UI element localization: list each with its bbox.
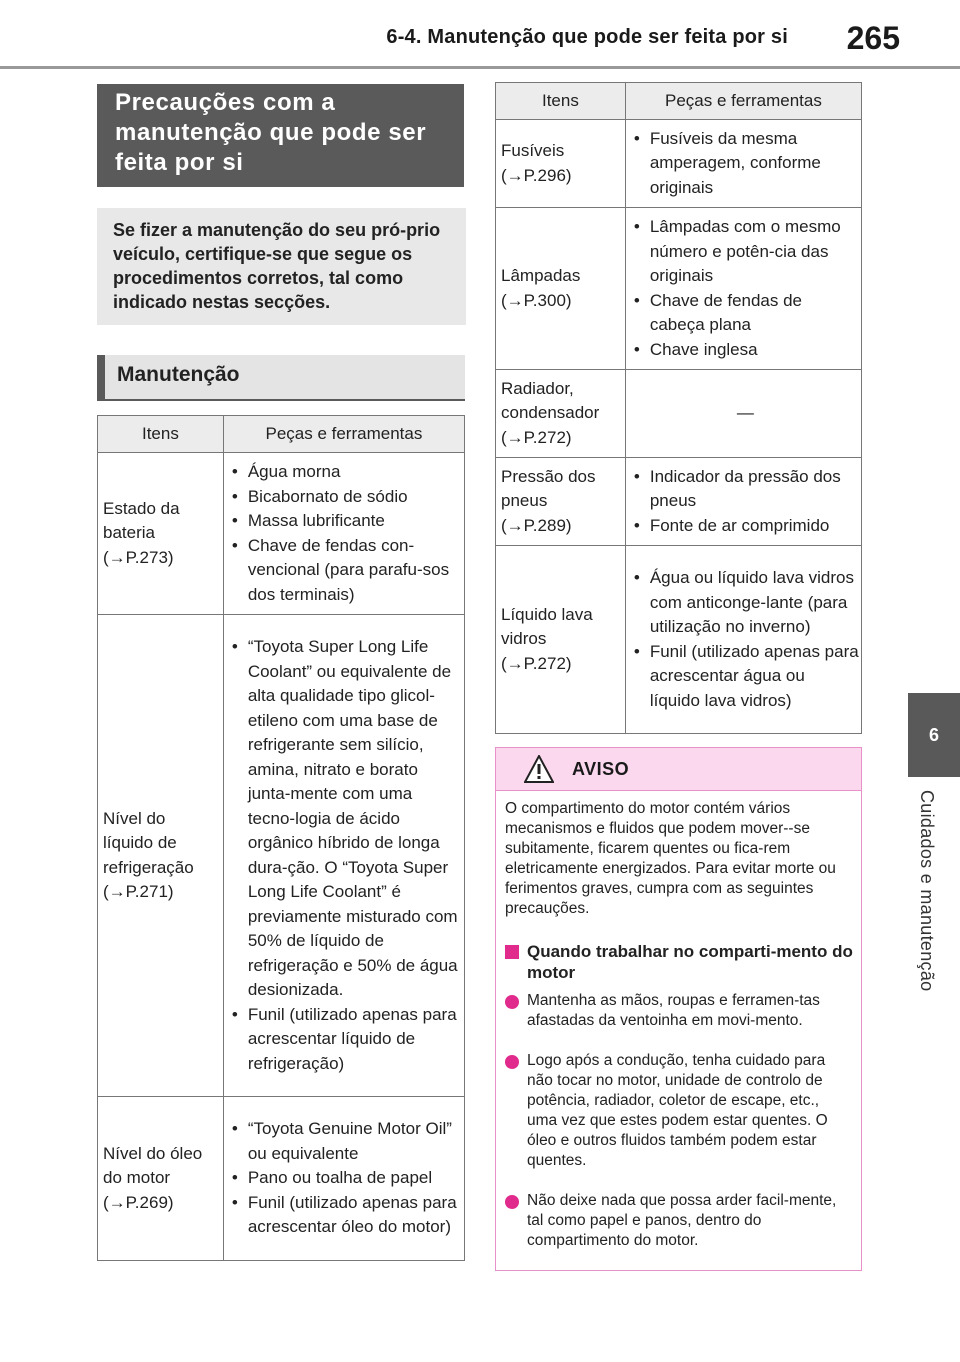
warning-header [496,748,861,791]
header-parts: Peças e ferramentas [223,416,464,453]
chapter-tab[interactable]: 6 [908,693,960,777]
header-parts: Peças e ferramentas [625,83,861,120]
parts-cell [223,615,464,1097]
header-items: Itens [496,83,626,120]
list-item: • Fonte de ar comprimido [632,514,859,539]
table-row [496,458,862,546]
item-cell: Lâmpadas (→P.300) [496,208,626,370]
list-item: • Indicador da pressão dos pneus [632,465,859,514]
circle-bullet-icon [505,1195,519,1209]
page-number: 265 [846,20,900,56]
item-cell: Pressão dos pneus (→P.289) [496,458,626,546]
list-item: • Bicabornato de sódio [230,485,462,510]
table-row [496,370,862,458]
maintenance-table-left [97,415,465,1261]
list-item: • Funil (utilizado apenas para acrescentar líquido de refrigeração) [230,1003,462,1077]
header-divider [0,66,960,69]
square-bullet-icon [505,945,519,959]
list-item: • Funil (utilizado apenas para acrescentar óleo do motor) [230,1191,462,1240]
parts-cell [625,458,861,546]
parts-cell [625,120,861,208]
chapter-label: Cuidados e manutenção [917,790,937,992]
table-row [98,1097,465,1261]
item-cell: Fusíveis (→P.296) [496,120,626,208]
circle-bullet-icon [505,1055,519,1069]
section-heading: Precauções com a manutenção que pode ser feita por si [97,84,464,187]
table-header-row [496,83,862,120]
warning-item-text: Não deixe nada que possa arder facil-mente, tal como papel e panos, dentro do compartimento do motor. [527,1192,837,1249]
warning-item-text: Logo após a condução, tenha cuidado para não tocar no motor, unidade de controlo de potência, radiador, coletor de escape, etc., uma vez que estes podem estar quentes. O óleo e outros fluidos também podem estar quentes. [527,1052,828,1169]
list-item: • Massa lubrificante [230,509,462,534]
table-row [496,546,862,734]
table-header-row [98,416,465,453]
list-item: • “Toyota Super Long Life Coolant” ou equivalente de alta qualidade tipo glicol-etileno com uma base de refrigerante sem silício, amina, nitrato e borato junta-mente com uma tecno-logia de ácido orgânico híbrido de longa dura-ção. O “Toyota Super Long Life Coolant” é previamente misturado com 50% de líquido de refrigeração e 50% de água desionizada. [230,635,462,1003]
warning-subheading-text: Quando trabalhar no comparti-mento do motor [527,942,853,982]
item-cell: Estado da bateria (→P.273) [98,453,224,615]
item-cell: Radiador, condensador (→P.272) [496,370,626,458]
warning-item [505,1191,853,1251]
maintenance-table-right [495,82,862,734]
list-item: • Fusíveis da mesma amperagem, conforme originais [632,127,859,201]
list-item: • Água ou líquido lava vidros com anticonge-lante (para utilização no inverno) [632,566,859,640]
table-row [98,453,465,615]
parts-cell [625,208,861,370]
warning-item [505,1051,853,1171]
table-row [98,615,465,1097]
subsection-underline [97,399,465,401]
item-cell: Nível do líquido de refrigeração (→P.271) [98,615,224,1097]
circle-bullet-icon [505,995,519,1009]
item-cell: Líquido lava vidros (→P.272) [496,546,626,734]
section-intro: Se fizer a manutenção do seu pró-prio veículo, certifique-se que segue os procedimentos corretos, tal como indicado nestas secções. [97,208,466,325]
header-items: Itens [98,416,224,453]
warning-box [495,747,862,1271]
parts-cell [223,1097,464,1261]
warning-subheading [505,941,853,983]
warning-triangle-icon [524,755,554,783]
list-item: • Funil (utilizado apenas para acrescentar água ou líquido lava vidros) [632,640,859,714]
warning-item [505,991,853,1031]
page-header [0,0,960,56]
parts-cell [625,546,861,734]
warning-body [496,791,861,1251]
section-title: 6-4. Manutenção que pode ser feita por si [386,26,788,48]
table-row [496,120,862,208]
list-item: • Lâmpadas com o mesmo número e potên-cia das originais [632,215,859,289]
list-item: • Chave de fendas con-vencional (para parafu-sos dos terminais) [230,534,462,608]
list-item: • Chave de fendas de cabeça plana [632,289,859,338]
parts-cell [223,453,464,615]
item-cell: Nível do óleo do motor (→P.269) [98,1097,224,1261]
warning-intro: O compartimento do motor contém vários mecanismos e fluidos que podem mover--se subitamente, ficarem quentes ou fica-rem eletricamente energizados. Para evitar morte ou ferimentos graves, cumpra com as seguintes precauções. [505,800,836,917]
parts-cell: — [625,370,861,458]
list-item: • Chave inglesa [632,338,859,363]
warning-item-text: Mantenha as mãos, roupas e ferramen-tas afastadas da ventoinha em movi-mento. [527,992,820,1029]
warning-title: AVISO [572,759,630,779]
table-row [496,208,862,370]
subsection-heading: Manutenção [97,355,465,399]
list-item: • “Toyota Genuine Motor Oil” ou equivalente [230,1117,462,1166]
list-item: • Água morna [230,460,462,485]
list-item: • Pano ou toalha de papel [230,1166,462,1191]
